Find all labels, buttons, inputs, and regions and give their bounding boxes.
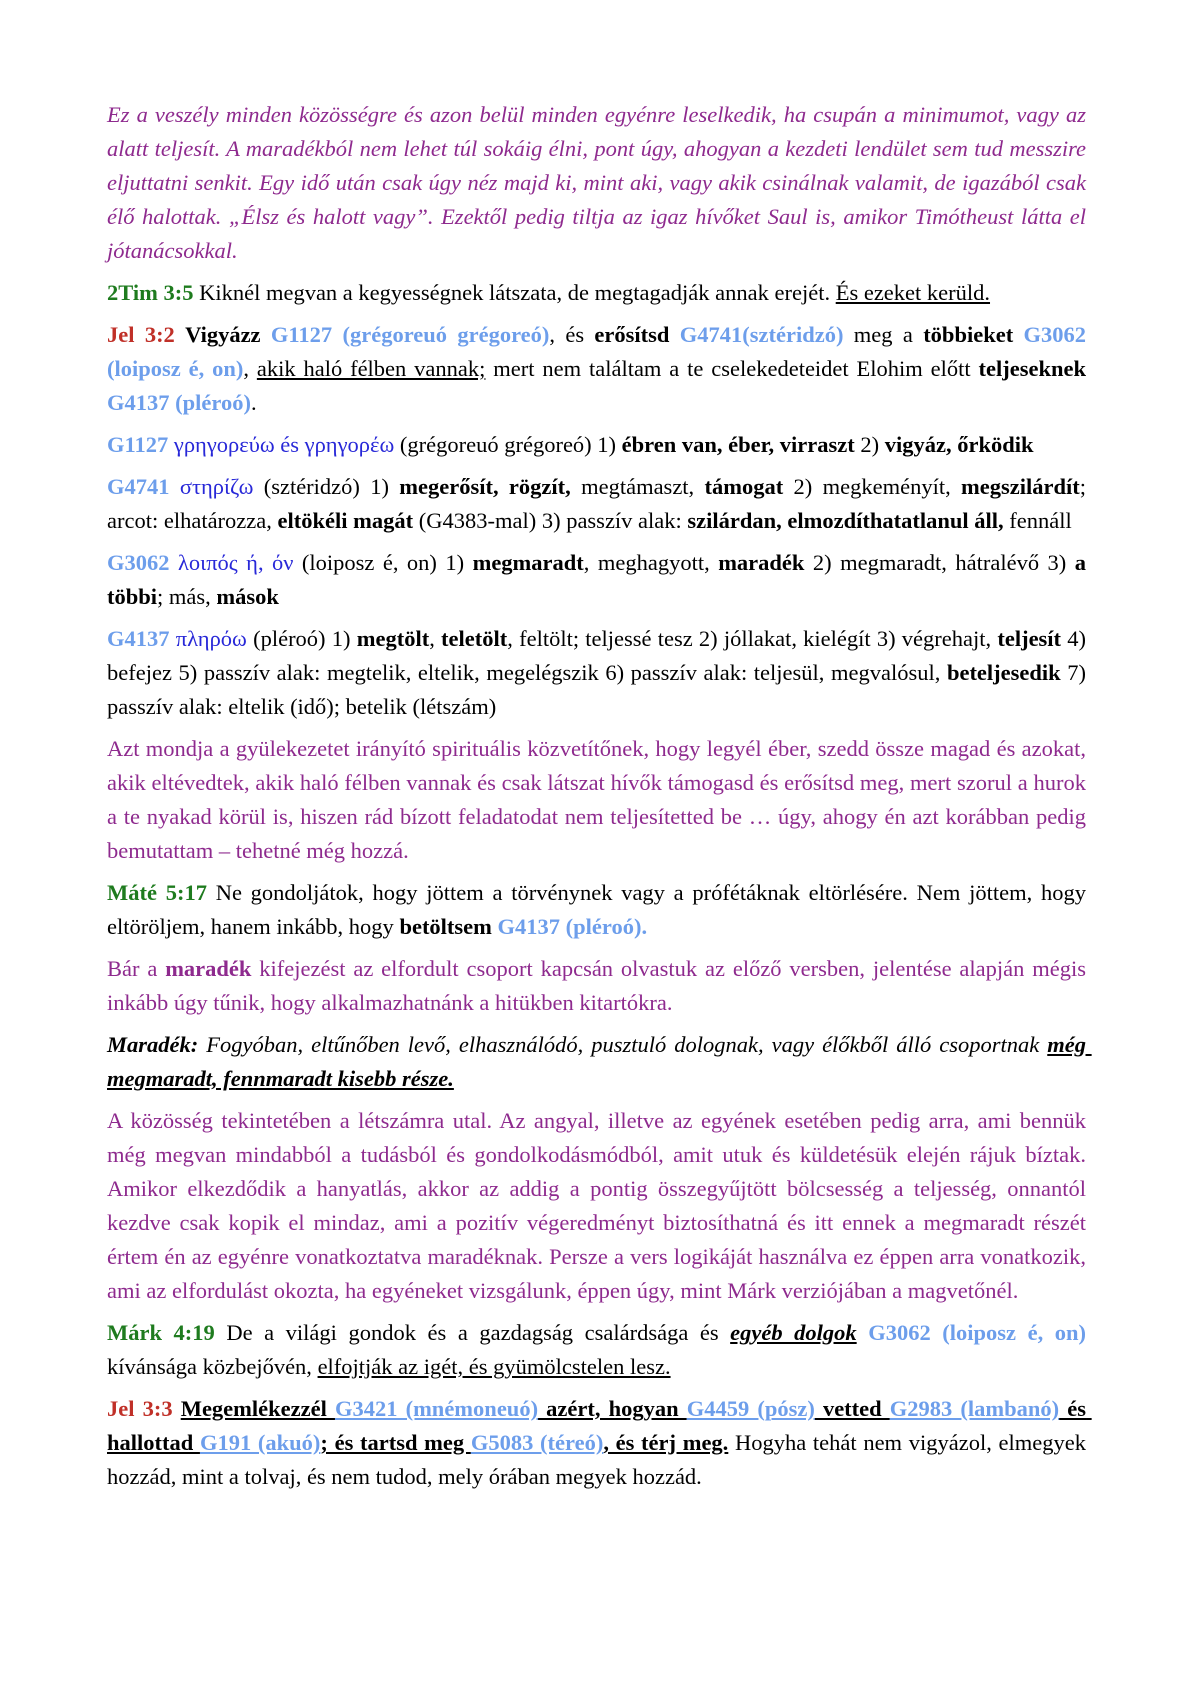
text-run: Vigyázz — [185, 322, 261, 347]
text-run: Kiknél megvan a kegyességnek látszata, de megtagadják annak erejét. — [193, 280, 836, 305]
text-run: 2Tim 3:5 — [107, 280, 194, 305]
commentary-paragraph-2 — [107, 952, 1092, 1020]
text-run: G4137 (pléroó). — [497, 914, 648, 939]
text-run: A közösség tekintetében a létszámra utal. Az angyal, illetve az egyének esetében pedig arra, ami bennük még megvan mindabból a tudásból és gondolkodásmódból, amit utuk és küldetésük elején rájuk bíztak. Amikor elkezdődik a hanyatlás, akkor az addig a pontig összegyűjtött bölcsesség a teljesség, onnantól kezdve csak kopik el mindaz, ami a pozitív végeredményt biztosíthatná és itt ennek a megmaradt részét értem én az egyénre vonatkoztatva maradéknak. Persze a vers logikáját használva ez éppen arra vonatkozik, ami az elfordulást okozta, ha egyéneket vizsgálunk, éppen úgy, mint Márk verziójában a magvetőnél. — [107, 1108, 1092, 1303]
text-run: G3421 (mnémoneuó) — [334, 1396, 539, 1421]
text-run: teljeseknek — [978, 356, 1086, 381]
intro-commentary-paragraph — [107, 98, 1092, 268]
text-run: vetted — [814, 1396, 890, 1421]
text-run: λοιπός ή, όν — [177, 550, 294, 575]
text-run — [173, 1396, 181, 1421]
text-run: egyéb dolgok — [730, 1320, 857, 1345]
text-run: megerősít, rögzít, — [399, 474, 571, 499]
text-run: στηρίζω — [179, 474, 254, 499]
verse-jel-3-3 — [107, 1392, 1092, 1494]
text-run: (pléroó) 1) — [246, 626, 357, 651]
text-run: Jel 3:2 — [107, 322, 175, 347]
text-run: Hogyha tehát nem vigyázol, elmegyek hozzád, mint a tolvaj, és nem tudod, mely órában megyek hozzád. — [107, 1430, 1092, 1489]
text-run: még megmaradt, fennmaradt kisebb része. — [107, 1032, 1092, 1091]
verse-mark-4-19 — [107, 1316, 1092, 1384]
text-run: G191 (akuó) — [199, 1430, 321, 1455]
text-run: és hallottad — [107, 1396, 1092, 1455]
text-run: , és — [549, 322, 595, 347]
text-run: teletölt — [441, 626, 508, 651]
dictionary-entry-g1127 — [107, 428, 1086, 462]
text-run: G1127 (grégoreuó grégoreó) — [270, 322, 550, 347]
text-run: G4741(sztéridzó) — [679, 322, 844, 347]
text-run — [175, 322, 185, 347]
text-run — [261, 322, 271, 347]
document-content — [107, 98, 1092, 1494]
text-run: . — [250, 390, 257, 415]
text-run: többieket — [923, 322, 1014, 347]
text-run: eltökéli magát — [277, 508, 414, 533]
text-run: ébren van, éber, virraszt — [621, 432, 855, 457]
text-run: maradék — [165, 956, 252, 981]
text-run: G4137 (pléroó) — [107, 390, 251, 415]
text-run: (loiposz é, on) 1) — [293, 550, 473, 575]
text-run: G4741 — [107, 474, 170, 499]
dictionary-entry-g3062 — [107, 546, 1092, 614]
text-run: G3062 (loiposz é, on) — [107, 322, 1092, 381]
text-run: meg a — [843, 322, 924, 347]
text-run: beteljesedik — [946, 660, 1061, 685]
text-run: G4459 (pósz) — [686, 1396, 815, 1421]
text-run: Ne gondoljátok, hogy jöttem a törvénynek vagy a prófétáknak eltörlésére. Nem jöttem, hogy eltöröljem, hanem inkább, hogy — [107, 880, 1092, 939]
text-run: G4137 — [107, 626, 170, 651]
text-run: Megemlékezzél — [180, 1396, 335, 1421]
text-run: megtámaszt, — [570, 474, 705, 499]
text-run: De a világi gondok és a gazdagság csalárdsága és — [214, 1320, 731, 1345]
text-run: mások — [216, 584, 279, 609]
dictionary-entry-g4137 — [107, 622, 1092, 724]
text-run: erősítsd — [594, 322, 670, 347]
definition-maradek — [107, 1028, 1092, 1096]
text-run: (sztéridzó) 1) — [253, 474, 400, 499]
text-run: megmaradt — [472, 550, 584, 575]
text-run: megtölt — [356, 626, 430, 651]
text-run: Jel 3:3 — [107, 1396, 173, 1421]
text-run: G1127 — [107, 432, 169, 457]
text-run: azért, hogyan — [538, 1396, 687, 1421]
text-run: szilárdan, elmozdíthatatlanul áll, — [687, 508, 1004, 533]
text-run: G3062 — [107, 550, 170, 575]
text-run: Ez a veszély minden közösségre és azon belül minden egyénre leselkedik, ha csupán a minimumot, vagy az alatt teljesít. A maradékból nem lehet túl sokáig élni, pont úgy, ahogyan a kezdeti lendület sem tud messzire eljuttatni senkit. Egy idő után csak úgy néz majd ki, mint aki, vagy akik csinálnak valamit, de igazából csak élő halottak. „Élsz és halott vagy”. Ezektől pedig tiltja az igaz hívőket Saul is, amikor Timótheust látta el jótanácsokkal. — [107, 102, 1092, 263]
text-run: G3062 (loiposz é, on) — [868, 1320, 1087, 1345]
text-run: támogat — [704, 474, 784, 499]
text-run: Bár a — [107, 956, 166, 981]
text-run — [170, 474, 180, 499]
text-run: a többi — [107, 550, 1092, 609]
text-run: kifejezést az elfordult csoport kapcsán olvastuk az előző versben, jelentése alapján mégis inkább úgy tűnik, hogy alkalmazhatnánk a hitükben kitartókra. — [107, 956, 1092, 1015]
text-run — [669, 322, 679, 347]
text-run: , feltölt; teljessé tesz 2) jóllakat, kielégít 3) végrehajt, — [507, 626, 998, 651]
text-run: teljesít — [997, 626, 1062, 651]
text-run — [170, 550, 178, 575]
dictionary-entry-g4741 — [107, 470, 1092, 538]
text-run: És ezeket kerüld. — [835, 280, 991, 305]
text-run: mert nem találtam a te cselekedeteidet Elohim előtt — [485, 356, 979, 381]
text-run: kívánsága közbejővén, — [107, 1320, 1092, 1379]
text-run: betöltsem — [399, 914, 492, 939]
text-run: Azt mondja a gyülekezetet irányító spirituális közvetítőnek, hogy legyél éber, szedd össze magad és azokat, akik eltévedtek, akik haló félben vannak és csak látszat hívők támogasd és erősítsd meg, mert szorul a hurok a te nyakad körül is, hiszen rád bízott feladatodat nem teljesítetted be … úgy, ahogy én azt korábban pedig bemutattam – tehetné még hozzá. — [107, 736, 1092, 863]
text-run: Fogyóban, eltűnőben levő, elhasználódó, pusztuló dolognak, vagy élőkből álló csoportnak — [198, 1032, 1048, 1057]
commentary-paragraph-3 — [107, 1104, 1092, 1308]
text-run: Márk 4:19 — [107, 1320, 215, 1345]
text-run: (G4383-mal) 3) passzív alak: — [413, 508, 688, 533]
text-run: , meghagyott, — [583, 550, 719, 575]
text-run: , és térj meg. — [603, 1430, 729, 1455]
text-run: 2) — [854, 432, 885, 457]
text-run — [1086, 356, 1092, 381]
text-run: maradék — [718, 550, 805, 575]
text-run: elfojtják az igét, és gyümölcstelen lesz. — [317, 1354, 671, 1379]
verse-mate-5-17 — [107, 876, 1092, 944]
text-run: πληρόω — [175, 626, 247, 651]
text-run: , — [429, 626, 442, 651]
text-run: akik haló félben vannak; — [256, 356, 486, 381]
text-run: 7) passzív alak: eltelik (idő); betelik (létszám) — [107, 660, 1092, 719]
text-run: Maradék: — [107, 1032, 199, 1057]
text-run: ; arcot: elhatározza, — [107, 474, 1092, 533]
verse-2tim-3-5 — [107, 276, 1086, 310]
text-run: 2) megkeményít, — [783, 474, 962, 499]
text-run — [857, 1320, 869, 1345]
text-run: fennáll — [1003, 508, 1072, 533]
text-run: megszilárdít — [961, 474, 1080, 499]
verse-jel-3-2 — [107, 318, 1092, 420]
commentary-paragraph-1 — [107, 732, 1092, 868]
text-run: G5083 (téreó) — [470, 1430, 604, 1455]
text-run: , — [243, 356, 257, 381]
text-run: 4) befejez 5) passzív alak: megtelik, eltelik, megelégszik 6) passzív alak: teljesül, megvalósul, — [107, 626, 1092, 685]
text-run: ; más, — [157, 584, 217, 609]
text-run — [1013, 322, 1023, 347]
text-run: G2983 (lambanó) — [889, 1396, 1060, 1421]
text-run: γρηγορεύω és γρηγορέω — [173, 432, 395, 457]
text-run: vigyáz, őrködik — [884, 432, 1034, 457]
text-run: Máté 5:17 — [107, 880, 207, 905]
text-run: 2) megmaradt, hátralévő 3) — [804, 550, 1075, 575]
text-run: (grégoreuó grégoreó) 1) — [394, 432, 622, 457]
text-run: ; és tartsd meg — [320, 1430, 471, 1455]
